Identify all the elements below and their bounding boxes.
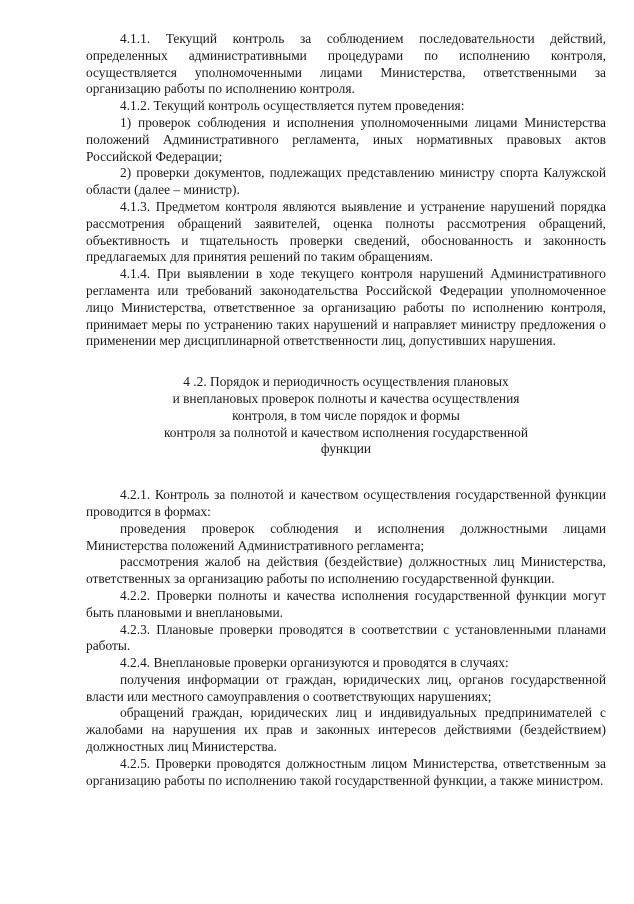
paragraph-4-1-1: 4.1.1. Текущий контроль за соблюдением последовательности действий, определенных административными процедурами по исполнению контроля, осуществляется уполномоченными лицами Министерства, ответственными за организацию работы по исполнению контроля.: [86, 31, 606, 97]
paragraph-4-2-1: 4.2.1. Контроль за полнотой и качеством осуществления государственной функции проводится в формах:: [86, 487, 606, 519]
paragraph-4-1-3: 4.1.3. Предметом контроля являются выявление и устранение нарушений порядка рассмотрения обращений заявителей, оценка полноты рассмотрения обращений, объективность и тщательность проверки сведений, обоснованность и законность предлагаемых для принятия решений по таким обращениям.: [86, 198, 606, 265]
form-item-complaints: рассмотрения жалоб на действия (бездействие) должностных лиц Министерства, ответственных за организацию работы по исполнению государственной функции.: [86, 554, 606, 587]
list-item-1: 1) проверок соблюдения и исполнения уполномоченными лицами Министерства положений Административного регламента, иных нормативных правовых актов Российской Федерации;: [86, 114, 606, 164]
heading-line: и внеплановых проверок полноты и качества осуществления: [172, 390, 520, 406]
subsection-4-2: [86, 487, 606, 789]
paragraph-4-2-5: 4.2.5. Проверки проводятся должностным лицом Министерства, ответственным за организацию работы по исполнению такой государственной функции, а также министром.: [86, 755, 606, 788]
heading-line: контроля, в том числе порядок и формы: [232, 407, 460, 423]
heading-line: функции: [320, 441, 372, 457]
form-item-inspections: проведения проверок соблюдения и исполнения должностными лицами Министерства положений Административного регламента;: [86, 520, 606, 553]
paragraph-4-2-2: 4.2.2. Проверки полноты и качества исполнения государственной функции могут быть плановыми и внеплановыми.: [86, 587, 606, 620]
paragraph-4-2-4: 4.2.4. Внеплановые проверки организуются и проводятся в случаях:: [120, 655, 509, 671]
list-item-2: 2) проверки документов, подлежащих представлению министру спорта Калужской области (далее – министр).: [86, 165, 606, 198]
heading-line: 4 .2. Порядок и периодичность осуществления плановых: [183, 374, 509, 390]
section-heading-4-2: [86, 374, 606, 458]
paragraph-4-1-4: 4.1.4. При выявлении в ходе текущего контроля нарушений Административного регламента или требований законодательства Российской Федерации уполномоченное лицо Министерства, ответственное за организацию работы по исполнению контроля, принимает меры по устранению таких нарушений и направляет министру предложения о применении мер дисциплинарной ответственности лиц, допустивших нарушения.: [86, 266, 606, 349]
paragraph-4-2-3: 4.2.3. Плановые проверки проводятся в соответствии с установленными планами работы.: [86, 621, 606, 654]
paragraph-4-1-2: 4.1.2. Текущий контроль осуществляется путем проведения:: [120, 98, 465, 114]
case-item-appeals: обращений граждан, юридических лиц и индивидуальных предпринимателей с жалобами на нарушения их прав и законных интересов действиями (бездействием) должностных лиц Министерства.: [86, 705, 606, 755]
heading-line: контроля за полнотой и качеством исполнения государственной: [163, 424, 528, 440]
case-item-information: получения информации от граждан, юридических лиц, органов государственной власти или местного самоуправления о соответствующих нарушениях;: [86, 671, 606, 704]
subsection-4-1: [86, 31, 606, 350]
